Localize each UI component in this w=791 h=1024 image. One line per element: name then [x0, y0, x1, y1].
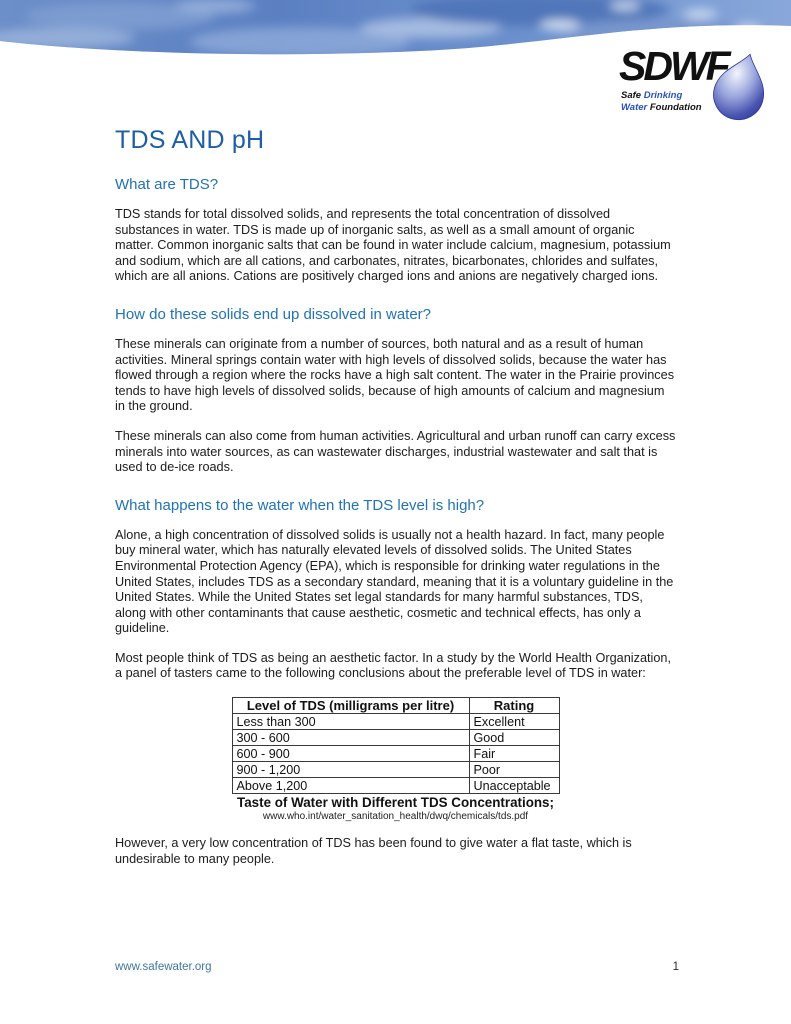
section-heading-high-tds: What happens to the water when the TDS level is high? — [115, 496, 485, 514]
paragraph-mineral-sources: These minerals can originate from a number of sources, both natural and as a result of human activities. Mineral springs contain water with high levels of dissolved solids, because the water has flowed through a region where the rocks have a high salt content. The water in the Prairie provinces tends to have high levels of dissolved solids, because of high amounts of calcium and magnesium in the ground. — [115, 336, 675, 414]
table-cell-rating: Poor — [469, 762, 559, 778]
table-row — [232, 778, 559, 794]
logo-word-drinking: Drinking — [643, 90, 683, 101]
tds-rating-table — [232, 697, 560, 794]
paragraph-aesthetic-factor: Most people think of TDS as being an aesthetic factor. In a study by the World Health Organization, a panel of tasters came to the following conclusions about the preferable level of TDS in water: — [115, 650, 671, 681]
tds-rating-table-block — [115, 697, 676, 822]
paragraph-tds-definition: TDS stands for total dissolved solids, and represents the total concentration of dissolved substances in water. TDS is made up of inorganic salts, as well as a small amount of organic matter. Common inorganic salts that can be found in water include calcium, magnesium, potassium and sodium, which are all cations, and carbonates, nitrates, bicarbonates, chlorides and sulfates, which are all anions. Cations are positively charged ions and anions are negatively charged ions. — [115, 207, 671, 284]
table-cell-level: 900 - 1,200 — [232, 762, 469, 778]
logo-word-safe: Safe — [621, 90, 644, 101]
section-heading-solids-dissolved: How do these solids end up dissolved in water? — [115, 305, 432, 323]
table-header-level: Level of TDS (milligrams per litre) — [232, 698, 469, 714]
logo-tagline-line1 — [621, 90, 702, 102]
table-cell-level: Above 1,200 — [232, 778, 469, 794]
table-row — [232, 730, 559, 746]
page-title: TDS AND pH — [115, 126, 265, 154]
table-cell-level: 300 - 600 — [232, 730, 469, 746]
table-row — [232, 746, 559, 762]
table-cell-level: Less than 300 — [232, 714, 469, 730]
table-cell-rating: Excellent — [469, 714, 559, 730]
safewater-link[interactable]: www.safewater.org — [115, 961, 212, 973]
page-number: 1 — [672, 961, 679, 973]
logo-tagline-line2 — [621, 102, 702, 114]
table-cell-rating: Fair — [469, 746, 559, 762]
table-row — [232, 714, 559, 730]
sdwf-logo — [619, 43, 779, 122]
table-cell-rating: Unacceptable — [469, 778, 559, 794]
table-cell-rating: Good — [469, 730, 559, 746]
paragraph-flat-taste: However, a very low concentration of TDS has been found to give water a flat taste, which is undesirable to many people. — [115, 836, 632, 866]
table-cell-level: 600 - 900 — [232, 746, 469, 762]
logo-tagline — [621, 90, 702, 114]
table-caption: Taste of Water with Different TDS Concentrations; — [237, 795, 554, 811]
table-header-row — [232, 698, 559, 714]
table-source-url: www.who.int/water_sanitation_health/dwq/chemicals/tds.pdf — [262, 811, 529, 823]
document-content — [0, 62, 791, 867]
paragraph-health-hazard: Alone, a high concentration of dissolved solids is usually not a health hazard. In fact, many people buy mineral water, which has naturally elevated levels of dissolved solids. The United States Environmental Protection Agency (EPA), which is responsible for drinking water regulations in the United States, includes TDS as a secondary standard, meaning that it is a voluntary guideline in the United States. While the United States set legal standards for many harmful substances, TDS, along with other contaminants that cause aesthetic, cosmetic and technical effects, has only a guideline. — [115, 527, 674, 636]
page-footer — [115, 961, 679, 973]
logo-word-water: Water — [621, 101, 650, 113]
table-header-rating: Rating — [469, 698, 559, 714]
section-heading-what-are-tds: What are TDS? — [115, 176, 219, 193]
paragraph-human-activities: These minerals can also come from human activities. Agricultural and urban runoff can carry excess minerals into water sources, as can wastewater discharges, industrial wastewater and salt that is used to de-ice roads. — [115, 428, 676, 475]
logo-acronym: SDWF — [619, 43, 728, 89]
logo-word-foundation: Foundation — [649, 101, 702, 113]
table-row — [232, 762, 559, 778]
